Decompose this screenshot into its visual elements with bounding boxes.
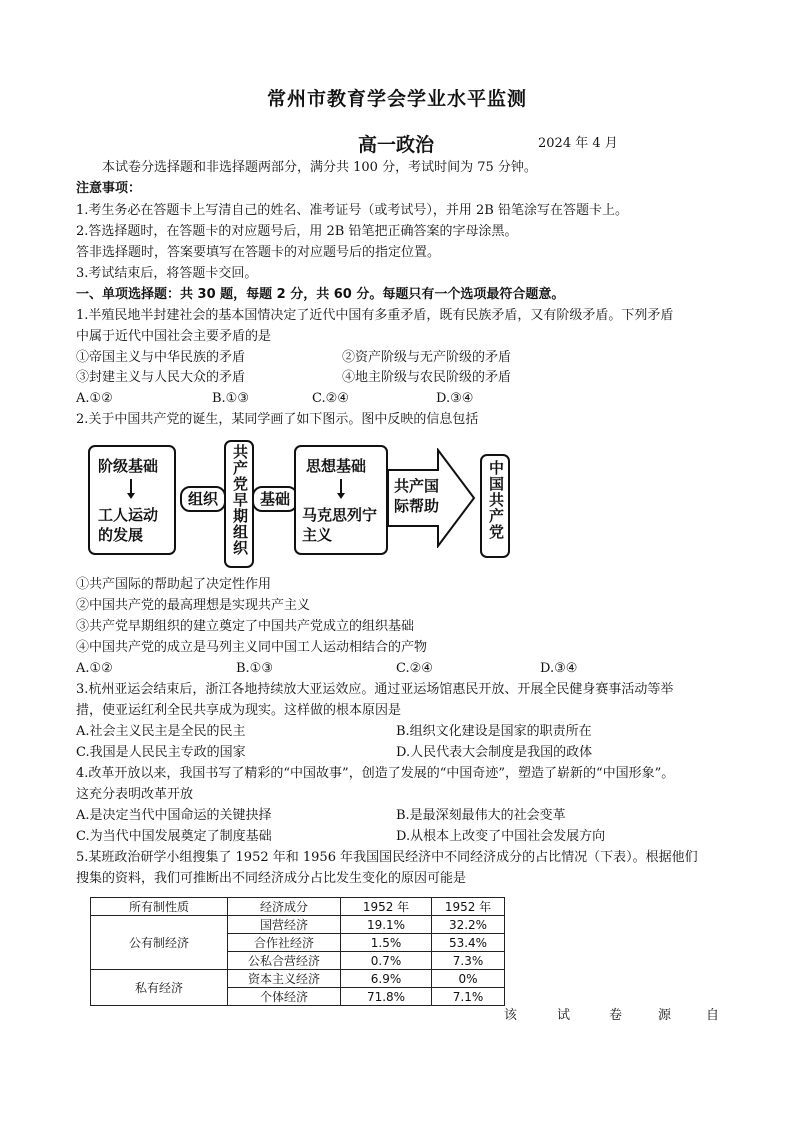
q1-option-c: C.②④ [312, 391, 349, 406]
q5-stem: 5.某班政治研学小组搜集了 1952 年和 1956 年我国国民经济中不同经济成分的占比情况（下表）。根据他们 [76, 850, 698, 865]
q3-stem: 措，使亚运红利全民共享成为现实。这样做的根本原因是 [76, 703, 402, 718]
ideological-basis-label: 思想基础 [306, 457, 367, 475]
table-cell: 国营经济 [228, 916, 341, 934]
basis-pill: 基础 [252, 486, 298, 512]
q1-option-d: D.③④ [436, 391, 474, 406]
q3-option-d: D.人民代表大会制度是我国的政体 [396, 745, 593, 760]
q2-option-b: B.①③ [236, 661, 273, 676]
arrowhead-icon [337, 493, 345, 499]
q2-option-d: D.③④ [540, 661, 578, 676]
q2-option-c: C.②④ [396, 661, 433, 676]
q1-statement-4: ④地主阶级与农民阶级的矛盾 [342, 370, 512, 385]
table-row [91, 916, 505, 934]
comintern-help-label: 共产国际帮助 [394, 477, 440, 515]
q2-statement-2: ②中国共产党的最高理想是实现共产主义 [76, 598, 311, 613]
note-item: 1.考生务必在答题卡上写清自己的姓名、准考证号（或考试号），并用 2B 铅笔涂写在答题卡上。 [76, 203, 628, 218]
table-group-public: 公有制经济 [91, 916, 228, 970]
class-basis-box [88, 445, 176, 555]
q4-option-a: A.是决定当代中国命运的关键抉择 [76, 808, 272, 823]
note-item: 答非选择题时，答案要填写在答题卡的对应题号后的指定位置。 [76, 245, 441, 260]
table-cell: 6.9% [341, 970, 432, 988]
table-header: 经济成分 [228, 898, 341, 916]
table-cell: 7.3% [432, 952, 505, 970]
source-note-char: 自 [706, 1008, 720, 1023]
q1-statement-1: ①帝国主义与中华民族的矛盾 [76, 350, 246, 365]
q1-stem: 中属于近代中国社会主要矛盾的是 [76, 329, 272, 344]
table-cell: 32.2% [432, 916, 505, 934]
table-cell: 0.7% [341, 952, 432, 970]
q1-statement-3: ③封建主义与人民大众的矛盾 [76, 370, 246, 385]
table-cell: 19.1% [341, 916, 432, 934]
q1-option-b: B.①③ [212, 391, 249, 406]
q4-option-d: D.从根本上改变了中国社会发展方向 [396, 829, 606, 844]
q4-option-b: B.是最深刻最伟大的社会变革 [396, 808, 566, 823]
table-header: 所有制性质 [91, 898, 228, 916]
q3-stem: 3.杭州亚运会结束后，浙江各地持续放大亚运效应。通过亚运场馆惠民开放、开展全民健身赛事活动等举 [76, 682, 674, 697]
q5-stem: 搜集的资料，我们可推断出不同经济成分占比发生变化的原因可能是 [76, 871, 467, 886]
q2-statement-1: ①共产国际的帮助起了决定性作用 [76, 577, 272, 592]
q2-statement-3: ③共产党早期组织的建立奠定了中国共产党成立的组织基础 [76, 619, 415, 634]
notes-heading: 注意事项： [76, 181, 142, 196]
economy-table [90, 897, 505, 1006]
table-cell: 7.1% [432, 988, 505, 1006]
table-header-row [91, 898, 505, 916]
table-cell: 公私合营经济 [228, 952, 341, 970]
source-note-char: 该 [504, 1008, 518, 1023]
arrowhead-icon [127, 493, 135, 499]
table-header: 1952 年 [341, 898, 432, 916]
q1-stem: 1.半殖民地半封建社会的基本国情决定了近代中国有多重矛盾，既有民族矛盾，又有阶级矛盾。下列矛盾 [76, 308, 674, 323]
source-note-char: 源 [658, 1008, 672, 1023]
table-cell: 53.4% [432, 934, 505, 952]
table-cell: 个体经济 [228, 988, 341, 1006]
q4-stem: 4.改革开放以来，我国书写了精彩的“中国故事”，创造了发展的“中国奇迹”，塑造了崭新的“中国形象”。 [76, 766, 675, 781]
marxism-leninism-label: 马克思列宁主义 [302, 506, 378, 544]
q2-diagram [88, 440, 518, 565]
q2-stem: 2.关于中国共产党的诞生，某同学画了如下图示。图中反映的信息包括 [76, 412, 479, 427]
workers-movement-label: 工人运动的发展 [98, 506, 159, 544]
table-row [91, 970, 505, 988]
q1-statement-2: ②资产阶级与无产阶级的矛盾 [342, 350, 512, 365]
section-heading: 一、单项选择题：共 30 题，每题 2 分，共 60 分。每题只有一个选项最符合题意。 [76, 287, 565, 302]
intro-text: 本试卷分选择题和非选择题两部分，满分共 100 分，考试时间为 75 分钟。 [102, 160, 537, 175]
table-cell: 1.5% [341, 934, 432, 952]
q3-option-c: C.我国是人民民主专政的国家 [76, 745, 246, 760]
exam-date: 2024 年 4 月 [538, 136, 618, 151]
early-organization-box: 共产党早期组织 [224, 440, 254, 568]
source-note-char: 试 [557, 1008, 571, 1023]
table-cell: 0% [432, 970, 505, 988]
q2-option-a: A.①② [76, 661, 113, 676]
exam-subject: 高一政治 [358, 134, 435, 156]
table-cell: 资本主义经济 [228, 970, 341, 988]
table-header: 1952 年 [432, 898, 505, 916]
q3-option-a: A.社会主义民主是全民的民主 [76, 724, 246, 739]
q1-option-a: A.①② [76, 391, 113, 406]
q4-option-c: C.为当代中国发展奠定了制度基础 [76, 829, 272, 844]
cpc-result-box: 中国共产党 [480, 454, 510, 558]
ideological-basis-box [294, 445, 388, 555]
table-cell: 合作社经济 [228, 934, 341, 952]
q2-statement-4: ④中国共产党的成立是马列主义同中国工人运动相结合的产物 [76, 640, 428, 655]
q4-stem: 这充分表明改革开放 [76, 787, 194, 802]
class-basis-label: 阶级基础 [98, 457, 159, 475]
exam-title: 常州市教育学会学业水平监测 [266, 88, 527, 110]
note-item: 3.考试结束后，将答题卡交回。 [76, 266, 258, 281]
note-item: 2.答选择题时，在答题卡的对应题号后，用 2B 铅笔把正确答案的字母涂黑。 [76, 224, 518, 239]
table-cell: 71.8% [341, 988, 432, 1006]
q3-option-b: B.组织文化建设是国家的职责所在 [396, 724, 592, 739]
organization-pill: 组织 [180, 486, 226, 512]
table-group-private: 私有经济 [91, 970, 228, 1006]
source-note-char: 卷 [609, 1008, 623, 1023]
